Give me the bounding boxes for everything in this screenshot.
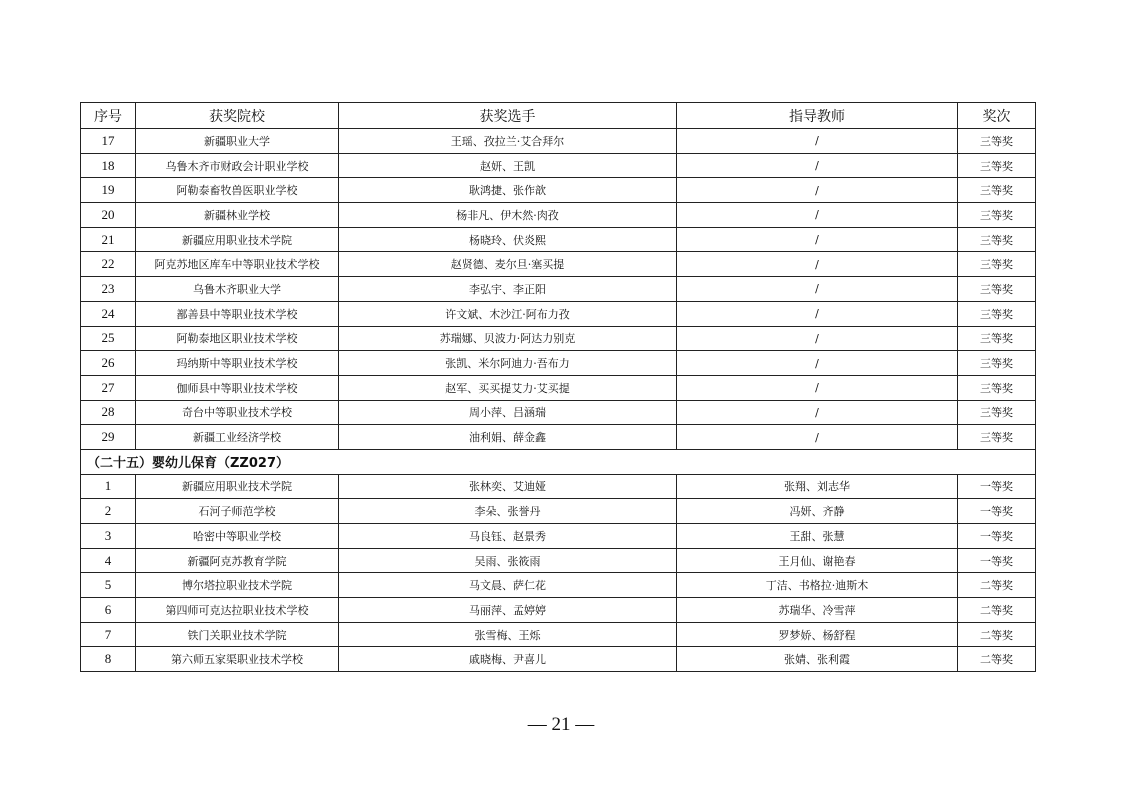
cell-school: 阿勒泰地区职业技术学校 <box>136 326 339 351</box>
cell-players: 吴雨、张筱雨 <box>339 548 677 573</box>
table-row <box>81 499 1036 524</box>
cell-players: 赵妍、王凯 <box>339 153 677 178</box>
cell-award: 三等奖 <box>958 301 1036 326</box>
cell-school: 伽师县中等职业技术学校 <box>136 375 339 400</box>
table-row <box>81 301 1036 326</box>
cell-teachers: / <box>677 351 958 376</box>
cell-award: 二等奖 <box>958 622 1036 647</box>
cell-players: 杨晓玲、伏炎熙 <box>339 227 677 252</box>
section-row <box>81 449 1036 474</box>
cell-school: 奇台中等职业技术学校 <box>136 400 339 425</box>
cell-players: 赵军、买买提艾力·艾买提 <box>339 375 677 400</box>
cell-players: 耿鸿捷、张作歆 <box>339 178 677 203</box>
cell-no: 5 <box>81 573 136 598</box>
table-row <box>81 326 1036 351</box>
cell-players: 马丽萍、孟婷婷 <box>339 598 677 623</box>
cell-school: 新疆职业大学 <box>136 129 339 154</box>
cell-no: 17 <box>81 129 136 154</box>
cell-no: 29 <box>81 425 136 450</box>
cell-no: 4 <box>81 548 136 573</box>
cell-players: 李朵、张誉丹 <box>339 499 677 524</box>
cell-school: 鄯善县中等职业技术学校 <box>136 301 339 326</box>
cell-award: 三等奖 <box>958 178 1036 203</box>
cell-award: 三等奖 <box>958 375 1036 400</box>
cell-award: 三等奖 <box>958 153 1036 178</box>
cell-no: 1 <box>81 474 136 499</box>
cell-teachers: / <box>677 375 958 400</box>
table-row <box>81 573 1036 598</box>
cell-school: 新疆阿克苏教育学院 <box>136 548 339 573</box>
table-row <box>81 598 1036 623</box>
cell-award: 三等奖 <box>958 326 1036 351</box>
table-row <box>81 425 1036 450</box>
header-teachers: 指导教师 <box>677 103 958 129</box>
cell-players: 李弘宇、李正阳 <box>339 277 677 302</box>
table-row <box>81 400 1036 425</box>
table-row <box>81 524 1036 549</box>
cell-no: 28 <box>81 400 136 425</box>
cell-players: 马良钰、赵景秀 <box>339 524 677 549</box>
cell-award: 二等奖 <box>958 598 1036 623</box>
cell-award: 三等奖 <box>958 203 1036 228</box>
table-row <box>81 153 1036 178</box>
cell-players: 油利娟、薛金鑫 <box>339 425 677 450</box>
cell-no: 8 <box>81 647 136 672</box>
cell-teachers: / <box>677 301 958 326</box>
cell-no: 3 <box>81 524 136 549</box>
cell-no: 24 <box>81 301 136 326</box>
table-row <box>81 178 1036 203</box>
table-body <box>81 129 1036 672</box>
table-row <box>81 548 1036 573</box>
table-row <box>81 351 1036 376</box>
cell-no: 18 <box>81 153 136 178</box>
table-row <box>81 647 1036 672</box>
cell-players: 赵贤德、麦尔旦·塞买提 <box>339 252 677 277</box>
cell-teachers: / <box>677 153 958 178</box>
cell-no: 25 <box>81 326 136 351</box>
cell-award: 三等奖 <box>958 252 1036 277</box>
cell-award: 一等奖 <box>958 474 1036 499</box>
cell-players: 杨非凡、伊木然·肉孜 <box>339 203 677 228</box>
cell-teachers: 张翔、刘志华 <box>677 474 958 499</box>
cell-teachers: 丁洁、书格拉·迪斯木 <box>677 573 958 598</box>
cell-no: 23 <box>81 277 136 302</box>
table-row <box>81 252 1036 277</box>
cell-players: 王瑶、孜拉兰·艾合拜尔 <box>339 129 677 154</box>
header-award: 奖次 <box>958 103 1036 129</box>
cell-school: 哈密中等职业学校 <box>136 524 339 549</box>
cell-award: 三等奖 <box>958 227 1036 252</box>
table-row <box>81 277 1036 302</box>
cell-teachers: 罗梦娇、杨舒程 <box>677 622 958 647</box>
cell-no: 2 <box>81 499 136 524</box>
cell-award: 一等奖 <box>958 524 1036 549</box>
cell-teachers: / <box>677 425 958 450</box>
cell-award: 二等奖 <box>958 647 1036 672</box>
cell-school: 新疆工业经济学校 <box>136 425 339 450</box>
cell-school: 乌鲁木齐市财政会计职业学校 <box>136 153 339 178</box>
cell-no: 6 <box>81 598 136 623</box>
cell-school: 第四师可克达拉职业技术学校 <box>136 598 339 623</box>
cell-school: 第六师五家渠职业技术学校 <box>136 647 339 672</box>
cell-award: 三等奖 <box>958 351 1036 376</box>
cell-players: 马文晨、萨仁花 <box>339 573 677 598</box>
cell-teachers: / <box>677 326 958 351</box>
header-no: 序号 <box>81 103 136 129</box>
table-row <box>81 622 1036 647</box>
cell-players: 许文斌、木沙江·阿布力孜 <box>339 301 677 326</box>
cell-players: 戚晓梅、尹喜儿 <box>339 647 677 672</box>
cell-school: 玛纳斯中等职业技术学校 <box>136 351 339 376</box>
cell-no: 22 <box>81 252 136 277</box>
header-players: 获奖选手 <box>339 103 677 129</box>
cell-no: 27 <box>81 375 136 400</box>
cell-award: 三等奖 <box>958 277 1036 302</box>
cell-teachers: / <box>677 252 958 277</box>
cell-teachers: 张婧、张利霞 <box>677 647 958 672</box>
table-header <box>81 103 1036 129</box>
cell-no: 7 <box>81 622 136 647</box>
cell-no: 20 <box>81 203 136 228</box>
cell-teachers: / <box>677 277 958 302</box>
cell-teachers: / <box>677 400 958 425</box>
cell-school: 新疆应用职业技术学院 <box>136 474 339 499</box>
cell-teachers: 王月仙、谢艳春 <box>677 548 958 573</box>
awards-table <box>80 102 1036 672</box>
cell-award: 三等奖 <box>958 129 1036 154</box>
cell-award: 二等奖 <box>958 573 1036 598</box>
cell-players: 周小萍、吕涵瑞 <box>339 400 677 425</box>
cell-teachers: 王甜、张慧 <box>677 524 958 549</box>
cell-players: 苏瑞娜、贝波力·阿达力别克 <box>339 326 677 351</box>
page-number: — 21 — <box>527 714 595 735</box>
cell-no: 26 <box>81 351 136 376</box>
cell-school: 乌鲁木齐职业大学 <box>136 277 339 302</box>
section-title: （二十五）婴幼儿保育（ZZ027） <box>81 449 1036 474</box>
cell-school: 新疆应用职业技术学院 <box>136 227 339 252</box>
table-row <box>81 375 1036 400</box>
cell-school: 博尔塔拉职业技术学院 <box>136 573 339 598</box>
header-school: 获奖院校 <box>136 103 339 129</box>
cell-players: 张林奕、艾迪娅 <box>339 474 677 499</box>
header-row <box>81 103 1036 129</box>
table-row <box>81 203 1036 228</box>
cell-teachers: 冯妍、齐静 <box>677 499 958 524</box>
cell-teachers: / <box>677 203 958 228</box>
cell-school: 铁门关职业技术学院 <box>136 622 339 647</box>
cell-award: 三等奖 <box>958 425 1036 450</box>
cell-award: 三等奖 <box>958 400 1036 425</box>
cell-school: 石河子师范学校 <box>136 499 339 524</box>
cell-no: 21 <box>81 227 136 252</box>
table-row <box>81 227 1036 252</box>
cell-teachers: 苏瑞华、冷雪萍 <box>677 598 958 623</box>
cell-players: 张凯、米尔阿迪力·吾布力 <box>339 351 677 376</box>
cell-school: 新疆林业学校 <box>136 203 339 228</box>
cell-award: 一等奖 <box>958 548 1036 573</box>
cell-teachers: / <box>677 129 958 154</box>
cell-school: 阿克苏地区库车中等职业技术学校 <box>136 252 339 277</box>
cell-school: 阿勒泰畜牧兽医职业学校 <box>136 178 339 203</box>
cell-teachers: / <box>677 227 958 252</box>
cell-award: 一等奖 <box>958 499 1036 524</box>
cell-teachers: / <box>677 178 958 203</box>
cell-players: 张雪梅、王烁 <box>339 622 677 647</box>
cell-no: 19 <box>81 178 136 203</box>
table-row <box>81 129 1036 154</box>
table-row <box>81 474 1036 499</box>
